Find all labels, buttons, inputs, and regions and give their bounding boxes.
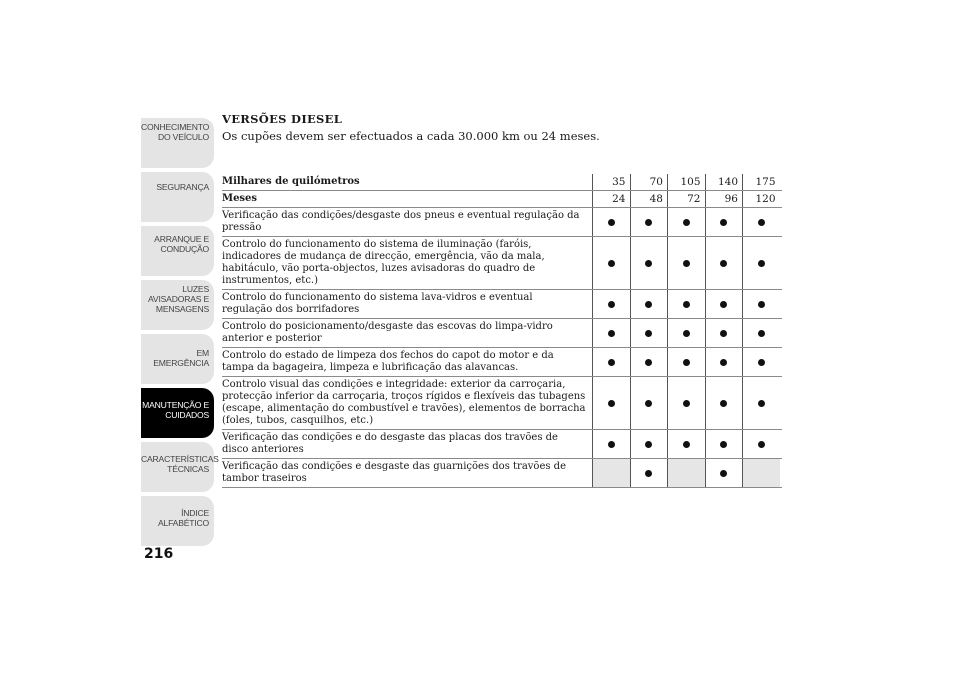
months-cell	[742, 191, 780, 207]
check-dot-icon	[758, 359, 765, 366]
months-cell	[705, 191, 743, 207]
check-dot-icon	[608, 260, 615, 267]
tab-label: ALFABÉTICO	[157, 518, 209, 528]
tab-conhecimento[interactable]	[141, 118, 214, 168]
check-cell	[705, 290, 743, 318]
check-dot-icon	[720, 260, 727, 267]
check-cell	[705, 459, 743, 487]
km-cell	[742, 174, 780, 190]
tab-seguranca[interactable]	[141, 172, 214, 222]
months-label: Meses	[222, 193, 258, 204]
row-label: Verificação das condições/desgaste dos pneus e eventual regulação da pressão	[222, 210, 580, 233]
section-heading: VERSÕES DIESEL	[222, 112, 343, 126]
months-cell	[667, 191, 705, 207]
check-cell	[630, 348, 668, 376]
check-dot-icon	[645, 330, 652, 337]
check-cell	[705, 377, 743, 429]
check-cell	[742, 290, 780, 318]
check-cell	[630, 430, 668, 458]
check-dot-icon	[683, 260, 690, 267]
check-dot-icon	[683, 359, 690, 366]
km-cell	[630, 174, 668, 190]
months-cell-value: 96	[724, 193, 738, 205]
check-cell	[592, 237, 630, 289]
check-dot-icon	[645, 260, 652, 267]
check-cell	[630, 290, 668, 318]
check-cell	[742, 348, 780, 376]
check-dot-icon	[758, 260, 765, 267]
check-dot-icon	[608, 219, 615, 226]
tab-label: DO VEÍCULO	[157, 132, 209, 142]
check-cell	[592, 459, 630, 487]
check-cell	[592, 430, 630, 458]
table-row	[222, 319, 782, 348]
tab-label: EM EMERGÊNCIA	[153, 348, 209, 368]
tab-indice[interactable]	[141, 496, 214, 546]
check-cell	[667, 459, 705, 487]
check-dot-icon	[720, 330, 727, 337]
check-dot-icon	[608, 441, 615, 448]
check-dot-icon	[758, 301, 765, 308]
check-dot-icon	[645, 301, 652, 308]
check-cell	[592, 290, 630, 318]
row-label: Verificação das condições e desgaste das guarnições dos travões de tambor traseiros	[222, 461, 566, 484]
table-row	[222, 348, 782, 377]
check-dot-icon	[645, 359, 652, 366]
km-cell	[705, 174, 743, 190]
check-dot-icon	[758, 441, 765, 448]
table-row	[222, 290, 782, 319]
tab-label: LUZES	[182, 284, 209, 294]
check-dot-icon	[758, 219, 765, 226]
check-cell	[742, 237, 780, 289]
km-cell-value: 105	[680, 176, 701, 188]
months-cell	[592, 191, 630, 207]
tab-luzes[interactable]	[141, 280, 214, 330]
check-dot-icon	[608, 301, 615, 308]
check-dot-icon	[608, 330, 615, 337]
km-cell-value: 140	[717, 176, 738, 188]
check-dot-icon	[758, 330, 765, 337]
tab-label: SEGURANÇA	[156, 182, 209, 192]
check-cell	[630, 459, 668, 487]
check-cell	[592, 348, 630, 376]
check-dot-icon	[720, 470, 727, 477]
page-number: 216	[144, 546, 174, 562]
tab-label: MENSAGENS	[155, 304, 209, 314]
header-label: Milhares de quilómetros	[222, 176, 360, 187]
tab-label: CARACTERÍSTICAS	[141, 454, 219, 464]
check-dot-icon	[720, 301, 727, 308]
check-cell	[742, 319, 780, 347]
check-dot-icon	[683, 330, 690, 337]
row-label: Verificação das condições e do desgaste das placas dos travões de disco anteriores	[222, 432, 558, 455]
check-dot-icon	[645, 400, 652, 407]
check-dot-icon	[720, 400, 727, 407]
check-cell	[630, 208, 668, 236]
check-dot-icon	[683, 441, 690, 448]
check-cell	[667, 430, 705, 458]
check-dot-icon	[645, 219, 652, 226]
tab-manutencao[interactable]	[141, 388, 214, 438]
table-row	[222, 377, 782, 430]
table-row	[222, 237, 782, 290]
check-dot-icon	[683, 400, 690, 407]
tab-label: ARRANQUE E	[154, 234, 209, 244]
km-cell-value: 35	[612, 176, 626, 188]
tab-emergencia[interactable]	[141, 334, 214, 384]
tab-caracteristicas[interactable]	[141, 442, 219, 492]
check-dot-icon	[683, 301, 690, 308]
tab-label: CUIDADOS	[165, 410, 209, 420]
check-cell	[667, 237, 705, 289]
check-cell	[742, 459, 780, 487]
tab-label: CONDUÇÃO	[160, 244, 209, 254]
check-dot-icon	[720, 359, 727, 366]
km-cell-value: 70	[649, 176, 663, 188]
tab-label: CONHECIMENTO	[141, 122, 210, 132]
check-dot-icon	[645, 441, 652, 448]
check-cell	[630, 319, 668, 347]
tab-label: AVISADORAS E	[148, 294, 209, 304]
row-label: Controlo do funcionamento do sistema de iluminação (faróis, indicadores de mudança de direcção, emergência, vão da mala, habitáculo, vão porta-objectos, luzes avisadoras do quadro de instrumentos, etc.)	[222, 239, 545, 286]
check-cell	[742, 377, 780, 429]
check-cell	[705, 237, 743, 289]
check-cell	[592, 319, 630, 347]
months-cell-value: 48	[649, 193, 663, 205]
check-cell	[667, 348, 705, 376]
check-cell	[742, 208, 780, 236]
check-dot-icon	[720, 441, 727, 448]
row-label: Controlo do posicionamento/desgaste das escovas do limpa-vidro anterior e posterior	[222, 321, 553, 344]
check-cell	[630, 377, 668, 429]
check-cell	[742, 430, 780, 458]
check-cell	[630, 237, 668, 289]
check-dot-icon	[720, 219, 727, 226]
check-cell	[667, 377, 705, 429]
check-cell	[705, 348, 743, 376]
months-cell-value: 24	[612, 193, 626, 205]
check-cell	[667, 290, 705, 318]
row-label: Controlo do estado de limpeza dos fechos do capot do motor e da tampa da bagageira, limpeza e lubrificação das alavancas.	[222, 350, 554, 373]
km-cell	[667, 174, 705, 190]
check-cell	[705, 319, 743, 347]
check-cell	[592, 208, 630, 236]
tab-arranque[interactable]	[141, 226, 214, 276]
months-row	[222, 191, 782, 208]
months-cell-value: 120	[755, 193, 776, 205]
table-row	[222, 459, 782, 488]
check-cell	[667, 319, 705, 347]
tab-label: ÍNDICE	[181, 508, 209, 518]
months-cell-value: 72	[687, 193, 701, 205]
intro-text: Os cupões devem ser efectuados a cada 30.000 km ou 24 meses.	[222, 129, 600, 143]
check-cell	[592, 377, 630, 429]
check-dot-icon	[608, 359, 615, 366]
km-cell	[592, 174, 630, 190]
km-cell-value: 175	[755, 176, 776, 188]
table-row	[222, 208, 782, 237]
table-header-row	[222, 160, 782, 191]
maintenance-table	[222, 160, 782, 488]
check-dot-icon	[683, 219, 690, 226]
tab-label: TÉCNICAS	[167, 464, 209, 474]
check-dot-icon	[758, 400, 765, 407]
check-dot-icon	[645, 470, 652, 477]
check-cell	[705, 208, 743, 236]
table-row	[222, 430, 782, 459]
check-cell	[705, 430, 743, 458]
row-label: Controlo do funcionamento do sistema lava-vidros e eventual regulação dos borrifadores	[222, 292, 533, 315]
check-cell	[667, 208, 705, 236]
check-dot-icon	[608, 400, 615, 407]
row-label: Controlo visual das condições e integridade: exterior da carroçaria, protecção inferior da carroçaria, troços rígidos e flexíveis das tubagens (escape, alimentação do combustível e travões), elementos de borracha (foles, tubos, casquilhos, etc.)	[222, 379, 586, 426]
tab-label: MANUTENÇÃO E	[142, 400, 209, 410]
months-cell	[630, 191, 668, 207]
